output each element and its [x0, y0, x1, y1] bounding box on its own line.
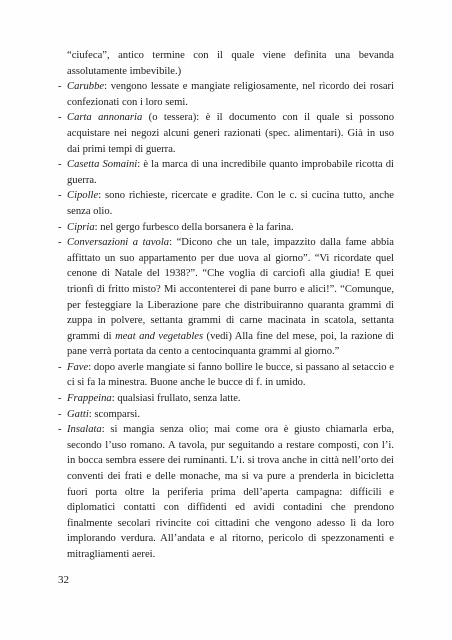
entry-dash: -: [58, 221, 62, 233]
entry-dash: -: [58, 112, 62, 124]
entry-term: Gatti: [67, 408, 89, 420]
entry-dash: -: [58, 237, 62, 249]
continued-entry: [58, 48, 394, 79]
entry-cipolle: [58, 188, 394, 219]
entry-carubbe: [58, 79, 394, 110]
entry-text: : nel gergo furbesco della borsanera è la farina.: [94, 221, 294, 233]
entry-text: : vengono lessate e mangiate religiosamente, nel ricordo dei rosari confezionati con i loro semi.: [67, 81, 394, 108]
entry-text-after: (vedi) Alla fine del mese, poi, la razione di pane verrà portata da cento a centocinquanta grammi al giorno.”: [67, 330, 394, 358]
entry-term: Fave: [67, 361, 89, 373]
entry-term: Carubbe: [67, 81, 105, 93]
entry-conversazioni-a-tavola: [58, 235, 394, 360]
entry-dash: -: [58, 190, 62, 202]
entry-term: Frappeina: [67, 393, 112, 405]
glossary-text: [58, 48, 394, 563]
entry-text: : dopo averle mangiate si fanno bollire le bucce, si passano al setaccio e ci si fa la minestra. Buone anche le bucce di f. in umido.: [67, 361, 394, 389]
page-number: 32: [58, 574, 69, 586]
entry-text: : qualsiasi frullato, senza latte.: [111, 393, 241, 405]
entry-dash: -: [58, 393, 62, 405]
entry-dash: -: [58, 159, 62, 171]
continued-text: “ciufeca”, antico termine con il quale viene definita una bevanda assolutamente imbevibile.): [67, 50, 394, 77]
entry-fave: [58, 360, 394, 391]
entry-term: Insalata: [67, 424, 102, 436]
entry-text: (o tessera): è il documento con il quale si possono acquistare nei negozi alcuni generi razionati (spec. alimentari). Già in uso dai primi tempi di guerra.: [67, 112, 394, 155]
entry-term: Cipria: [67, 221, 95, 233]
entry-text: : sono richieste, ricercate e gradite. Con le c. si cucina tutto, anche senza olio.: [67, 190, 394, 217]
entry-dash: -: [58, 408, 62, 420]
entry-term: Carta annonaria: [67, 112, 143, 124]
entry-text: : è la marca di una incredibile quanto improbabile ricotta di guerra.: [67, 159, 394, 186]
entry-text: : scomparsi.: [88, 408, 140, 420]
entry-text: : si mangia senza olio; mai come ora è giusto chiamarla erba, secondo l’uso romano. A tavola, pur seguitando a restare composti, con l’i. in bocca sembra essere dei ruminanti. L’i. si trova anche in città nell’orto dei conventi dei frati e delle monache, ma si va pure a prenderla in bicicletta fuori porta oltre la periferia prima dell’aperta campagna: difficili e diplomatici contatti con diffidenti ed avidi contadini che prendono finalmente secolari rivincite coi cittadini che vengono adesso lì da loro implorando verdura. All’andata e al ritorno, pericolo di spezzonamenti e mitragliamenti aerei.: [67, 424, 394, 560]
entry-dash: -: [58, 361, 62, 373]
entry-frappeina: [58, 391, 394, 407]
entry-insalata: [58, 422, 394, 562]
entry-term: Conversazioni a tavola: [67, 237, 170, 249]
entry-carta-annonaria: [58, 110, 394, 157]
entry-term: Casetta Somaini: [67, 159, 138, 171]
entry-text: : “Dicono che un tale, impazzito dalla fame abbia affittato un suo appartamento per due uova al giorno”. “Vi ricordate quel cenone di Natale del 1938?”. “Che voglia di carciofi alla giudia! E quei trionfi di fritto misto? Mi accontenterei di pane burro e alici!”. “Comunque, per festeggiare la Liberazione pare che distribuiranno quaranta grammi di zuppa in polvere, settanta grammi di carne macinata in scatola, settanta grammi di: [67, 237, 394, 342]
entry-gatti: [58, 407, 394, 423]
entry-dash: -: [58, 424, 62, 436]
entry-term: Cipolle: [67, 190, 99, 202]
entry-dash: -: [58, 81, 62, 93]
entry-cipria: [58, 220, 394, 236]
entry-casetta-somaini: [58, 157, 394, 188]
entry-italic-phrase: meat and vegetables: [115, 330, 204, 342]
